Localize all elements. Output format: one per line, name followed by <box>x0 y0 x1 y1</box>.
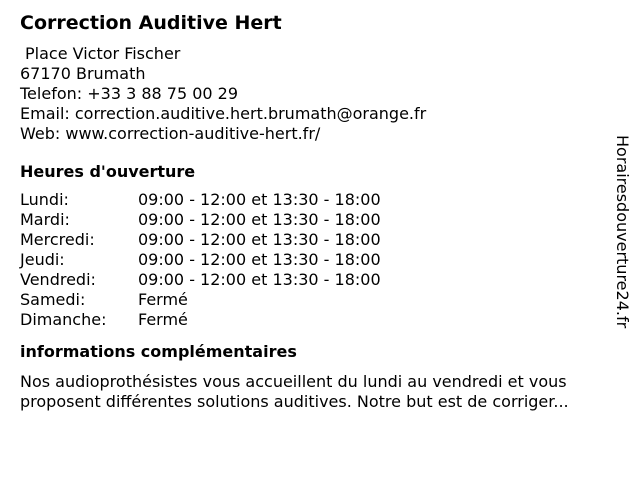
hours-value: 09:00 - 12:00 et 13:30 - 18:00 <box>138 190 381 209</box>
opening-hours-title: Heures d'ouverture <box>20 162 196 181</box>
day-label: Mercredi: <box>20 230 95 249</box>
website-line: Web: www.correction-auditive-hert.fr/ <box>20 124 321 143</box>
hours-value: Fermé <box>138 310 188 329</box>
hours-value: Fermé <box>138 290 188 309</box>
hours-row-tuesday <box>20 210 620 230</box>
hours-row-sunday <box>20 310 620 330</box>
day-label: Samedi: <box>20 290 86 309</box>
business-info-card <box>20 10 620 412</box>
day-label: Mardi: <box>20 210 70 229</box>
phone-line: Telefon: +33 3 88 75 00 29 <box>20 84 239 103</box>
city-line: 67170 Brumath <box>20 64 146 83</box>
street-address: Place Victor Fischer <box>25 44 181 63</box>
hours-value: 09:00 - 12:00 et 13:30 - 18:00 <box>138 250 381 269</box>
hours-value: 09:00 - 12:00 et 13:30 - 18:00 <box>138 230 381 249</box>
opening-hours-list <box>20 190 620 330</box>
additional-info-title: informations complémentaires <box>20 342 297 361</box>
day-label: Lundi: <box>20 190 69 209</box>
hours-row-monday <box>20 190 620 210</box>
site-watermark: Horairesdouverture24.fr <box>613 135 632 329</box>
hours-row-thursday <box>20 250 620 270</box>
email-line: Email: correction.auditive.hert.brumath@orange.fr <box>20 104 427 123</box>
hours-row-friday <box>20 270 620 290</box>
hours-row-wednesday <box>20 230 620 250</box>
day-label: Jeudi: <box>20 250 65 269</box>
day-label: Vendredi: <box>20 270 96 289</box>
business-name: Correction Auditive Hert <box>20 12 282 34</box>
hours-value: 09:00 - 12:00 et 13:30 - 18:00 <box>138 270 381 289</box>
hours-value: 09:00 - 12:00 et 13:30 - 18:00 <box>138 210 381 229</box>
additional-info-text: Nos audioprothésistes vous accueillent du lundi au vendredi et vous proposent différentes solutions auditives. Notre but est de corriger... <box>20 372 569 411</box>
day-label: Dimanche: <box>20 310 107 329</box>
hours-row-saturday <box>20 290 620 310</box>
